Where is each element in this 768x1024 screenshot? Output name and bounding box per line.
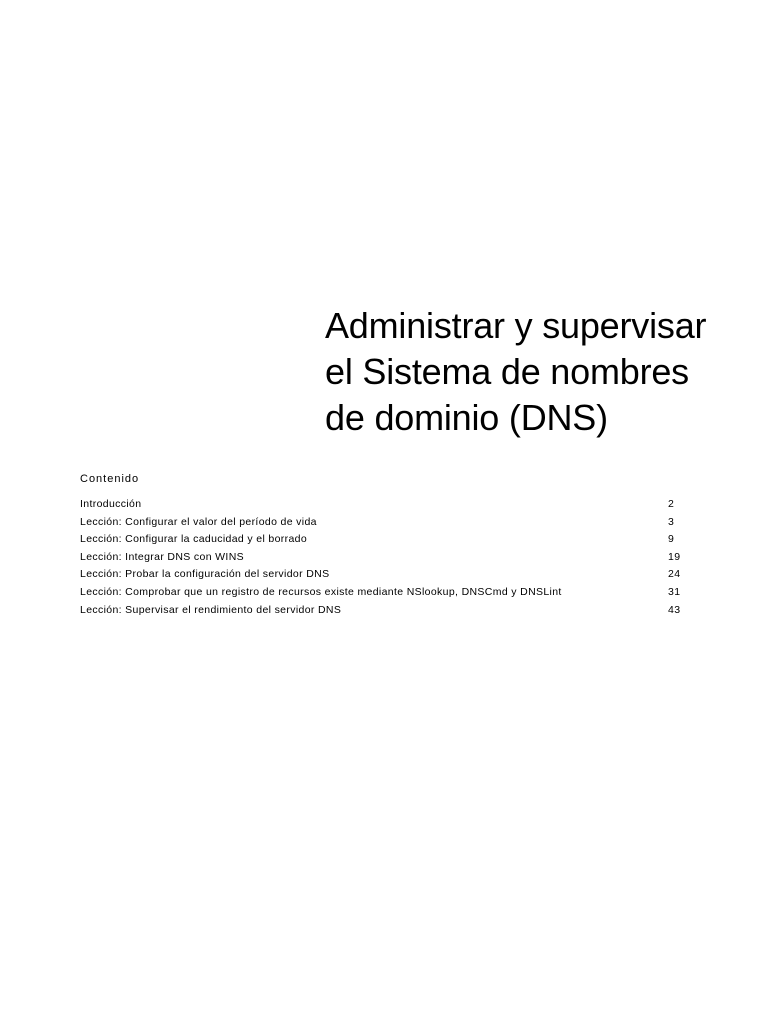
- toc-entry-label: Lección: Comprobar que un registro de recursos existe mediante NSlookup, DNSCmd y DNSLint: [80, 585, 562, 598]
- toc-entry-page: 31: [668, 585, 681, 598]
- title-line-2: el Sistema de nombres: [325, 351, 689, 392]
- document-title: [325, 303, 765, 441]
- toc-entry-page: 9: [668, 533, 675, 546]
- toc-entry-periodo-de-vida: [80, 515, 700, 533]
- toc-entry-page: 43: [668, 603, 681, 616]
- toc-entry-label: Lección: Configurar la caducidad y el borrado: [80, 533, 308, 546]
- title-line-3: de dominio (DNS): [325, 397, 608, 438]
- toc-entry-comprobar-registro: [80, 585, 700, 603]
- toc-entry-page: 24: [668, 568, 681, 581]
- toc-entry-label: Lección: Probar la configuración del servidor DNS: [80, 568, 330, 581]
- toc-entry-page: 19: [668, 550, 681, 563]
- toc-entry-page: 3: [668, 515, 675, 528]
- toc-entry-probar-configuracion: [80, 567, 700, 585]
- toc-entry-page: 2: [668, 498, 675, 510]
- toc-entry-label: Lección: Supervisar el rendimiento del servidor DNS: [80, 603, 342, 616]
- toc-entry-label: Lección: Configurar el valor del período de vida: [80, 515, 317, 528]
- toc-entry-introduccion: [80, 497, 700, 515]
- toc-entry-dns-wins: [80, 550, 700, 568]
- toc-entry-supervisar-rendimiento: [80, 603, 700, 621]
- toc-heading: Contenido: [80, 473, 140, 485]
- toc-list: [80, 497, 700, 620]
- toc-entry-label: Lección: Integrar DNS con WINS: [80, 550, 244, 563]
- table-of-contents: [80, 472, 700, 620]
- title-line-1: Administrar y supervisar: [325, 305, 707, 346]
- toc-entry-label: Introducción: [80, 498, 142, 510]
- toc-entry-caducidad-borrado: [80, 532, 700, 550]
